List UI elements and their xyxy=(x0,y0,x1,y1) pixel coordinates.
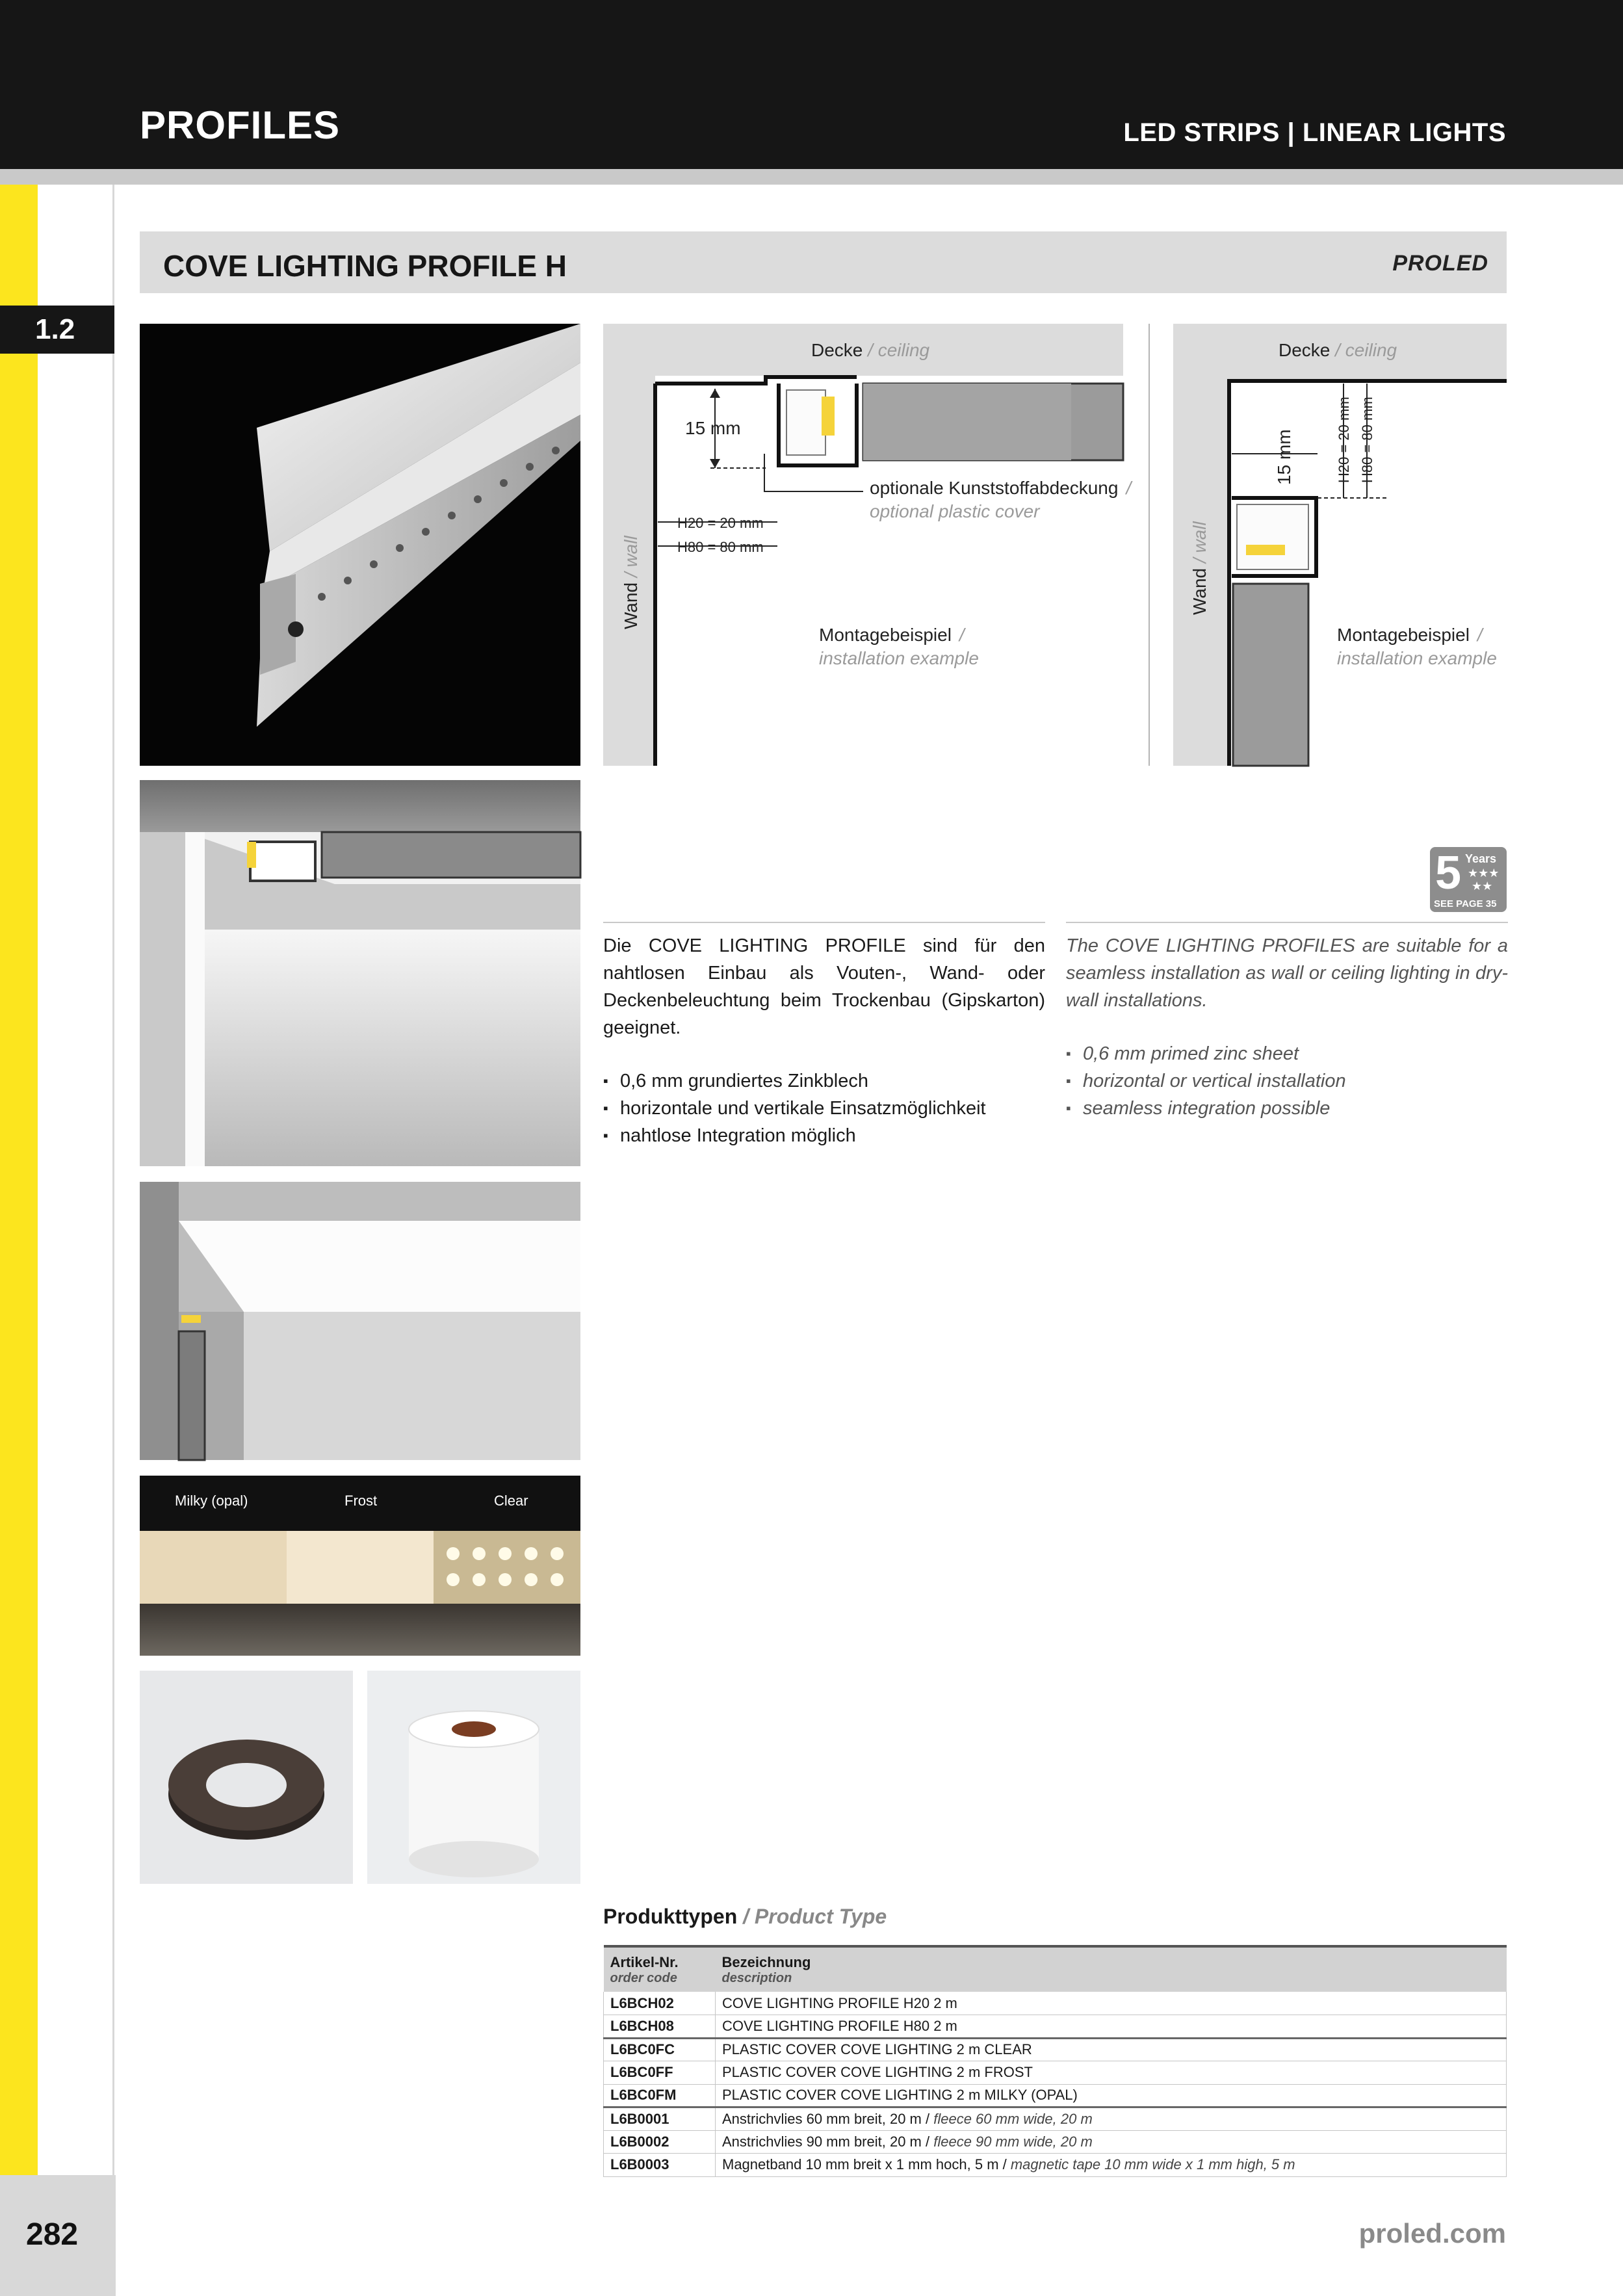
proled-logo: PROLED xyxy=(1392,251,1488,276)
d1-example-label-de: Montagebeispiel / xyxy=(819,625,965,645)
fleece-roll-photo xyxy=(367,1671,580,1884)
d1-dim-15mm: 15 mm xyxy=(685,418,741,438)
description-en-text: The COVE LIGHTING PROFILES are suitable for a seamless installation as wall or ceiling lighting in dry-wall installations. xyxy=(1066,935,1508,1011)
d2-dim-h80: H80 = 80 mm xyxy=(1359,397,1375,483)
star-icon: ★★★ ★★ xyxy=(1468,867,1500,893)
cover-label-milky: Milky (opal) xyxy=(175,1493,248,1509)
magnetic-tape-photo xyxy=(140,1671,353,1884)
col-description: Bezeichnung description xyxy=(716,1946,1507,1992)
feature-item: ▪ horizontale und vertikale Einsatzmöglichkeit xyxy=(603,1095,1045,1122)
header-divider xyxy=(0,169,1623,185)
d1-dim-h80: H80 = 80 mm xyxy=(677,539,764,555)
feature-item: ▪ 0,6 mm grundiertes Zinkblech xyxy=(603,1067,1045,1095)
table-row: L6BCH02 COVE LIGHTING PROFILE H20 2 m xyxy=(604,1992,1507,2015)
d2-example-label-en: installation example xyxy=(1337,648,1497,668)
product-table-heading: Produkttypen / Product Type xyxy=(603,1905,887,1928)
table-row: L6B0001 Anstrichvlies 60 mm breit, 20 m / fleece 60 mm wide, 20 m xyxy=(604,2107,1507,2131)
warranty-badge xyxy=(1430,847,1507,912)
section-title: PROFILES xyxy=(140,103,341,147)
wall-mount-diagram xyxy=(1173,324,1507,766)
feature-item: ▪ nahtlose Integration möglich xyxy=(603,1122,1045,1149)
table-row: L6BC0FM PLASTIC COVER COVE LIGHTING 2 m MILKY (OPAL) xyxy=(604,2084,1507,2107)
profile-product-photo xyxy=(140,324,580,766)
side-accent-bar xyxy=(0,185,38,2175)
table-row: L6BC0FC PLASTIC COVER COVE LIGHTING 2 m CLEAR xyxy=(604,2038,1507,2061)
chapter-tab: 1.2 xyxy=(0,306,114,354)
category-title: LED STRIPS | LINEAR LIGHTS xyxy=(1123,118,1506,147)
description-de-text: Die COVE LIGHTING PROFILE sind für den nahtlosen Einbau als Vouten-, Wand- oder Deckenbeleuchtung beim Trockenbau (Gipskarton) geeignet. xyxy=(603,935,1045,1038)
footer-url[interactable]: proled.com xyxy=(1358,2218,1506,2249)
col-order-code: Artikel-Nr. order code xyxy=(604,1946,716,1992)
warranty-years-label: Years xyxy=(1465,852,1497,865)
ceiling-mount-diagram xyxy=(603,324,1132,766)
feature-list-en xyxy=(1066,1040,1508,1122)
d2-dim-h20: H20 = 20 mm xyxy=(1336,397,1352,483)
feature-list-de xyxy=(603,1067,1045,1149)
product-table xyxy=(603,1945,1507,2177)
diagram-divider xyxy=(1149,324,1150,766)
warranty-see-page: SEE PAGE 35 xyxy=(1434,898,1497,909)
d2-ceiling-label: Decke / ceiling xyxy=(1279,340,1397,360)
side-margin xyxy=(38,185,114,2175)
cover-comparison-photo xyxy=(140,1476,580,1656)
ceiling-installation-photo xyxy=(140,780,580,1166)
cover-label-frost: Frost xyxy=(344,1493,378,1509)
description-english xyxy=(1066,922,1508,1122)
table-row: L6BC0FF PLASTIC COVER COVE LIGHTING 2 m FROST xyxy=(604,2061,1507,2085)
table-header-row xyxy=(604,1946,1507,1992)
table-row: L6BCH08 COVE LIGHTING PROFILE H80 2 m xyxy=(604,2015,1507,2039)
d2-dim-15mm: 15 mm xyxy=(1274,429,1294,485)
d1-cover-label-de: optionale Kunststoffabdeckung / xyxy=(870,478,1132,498)
cover-label-clear: Clear xyxy=(494,1493,528,1509)
product-title: COVE LIGHTING PROFILE H xyxy=(163,249,567,283)
feature-item: ▪ seamless integration possible xyxy=(1066,1095,1508,1122)
feature-item: ▪ horizontal or vertical installation xyxy=(1066,1067,1508,1095)
table-row: L6B0002 Anstrichvlies 90 mm breit, 20 m / fleece 90 mm wide, 20 m xyxy=(604,2130,1507,2154)
description-german xyxy=(603,922,1045,1149)
feature-item: ▪ 0,6 mm primed zinc sheet xyxy=(1066,1040,1508,1067)
page-number: 282 xyxy=(26,2217,79,2252)
wall-installation-photo xyxy=(140,1182,580,1460)
d1-example-label-en: installation example xyxy=(819,648,979,668)
product-title-bar xyxy=(140,231,1507,293)
d1-cover-label-en: optional plastic cover xyxy=(870,501,1040,521)
d1-ceiling-label: Decke / ceiling xyxy=(811,340,930,360)
warranty-years-number: 5 xyxy=(1435,847,1462,899)
d2-example-label-de: Montagebeispiel / xyxy=(1337,625,1483,645)
d1-dim-h20: H20 = 20 mm xyxy=(677,515,764,531)
d1-wall-label: Wand / wall xyxy=(621,536,641,629)
d2-wall-label: Wand / wall xyxy=(1189,521,1210,615)
table-row: L6B0003 Magnetband 10 mm breit x 1 mm hoch, 5 m / magnetic tape 10 mm wide x 1 mm high, 5 m xyxy=(604,2154,1507,2177)
